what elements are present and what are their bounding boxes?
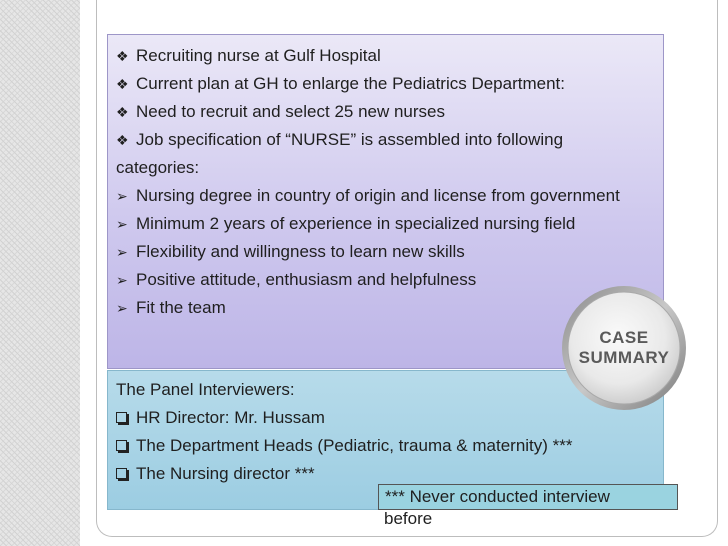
case-summary-badge [559, 283, 689, 413]
list-item: The Nursing director *** [116, 460, 636, 488]
list-item: ➢ Flexibility and willingness to learn new skills [116, 238, 661, 266]
list-item: HR Director: Mr. Hussam [116, 404, 636, 432]
decorative-left-strip [0, 0, 80, 546]
diamond-bullet-icon: ❖ [116, 104, 129, 120]
case-details-list [116, 42, 661, 322]
list-item: ➢ Nursing degree in country of origin and license from government [116, 182, 661, 210]
list-item: ➢ Fit the team [116, 294, 661, 322]
checkbox-bullet-icon [116, 412, 127, 423]
list-item: ❖ Need to recruit and select 25 new nurses [116, 98, 661, 126]
diamond-bullet-icon: ❖ [116, 76, 129, 92]
list-item: ❖ Recruiting nurse at Gulf Hospital [116, 42, 661, 70]
checkbox-bullet-icon [116, 440, 127, 451]
arrow-bullet-icon: ➢ [116, 244, 128, 260]
list-item: ❖ Current plan at GH to enlarge the Pediatrics Department: [116, 70, 661, 98]
badge-text-case: CASE [599, 328, 649, 347]
panel-heading: The Panel Interviewers: [116, 380, 295, 399]
note-box [378, 484, 678, 510]
list-item: categories: [116, 158, 200, 177]
diamond-bullet-icon: ❖ [116, 132, 129, 148]
list-item: ➢ Minimum 2 years of experience in specialized nursing field [116, 210, 661, 238]
arrow-bullet-icon: ➢ [116, 272, 128, 288]
list-item: ➢ Positive attitude, enthusiasm and helpfulness [116, 266, 661, 294]
note-overflow-text: before [384, 509, 433, 528]
list-item: ❖ Job specification of “NURSE” is assembled into following [116, 126, 661, 154]
note-text: *** Never conducted interview [385, 487, 610, 506]
arrow-bullet-icon: ➢ [116, 188, 128, 204]
list-item: The Department Heads (Pediatric, trauma & maternity) *** [116, 432, 636, 460]
arrow-bullet-icon: ➢ [116, 216, 128, 232]
checkbox-bullet-icon [116, 468, 127, 479]
panel-interviewers-list [116, 376, 636, 488]
diamond-bullet-icon: ❖ [116, 48, 129, 64]
arrow-bullet-icon: ➢ [116, 300, 128, 316]
badge-text-summary: SUMMARY [578, 348, 670, 367]
